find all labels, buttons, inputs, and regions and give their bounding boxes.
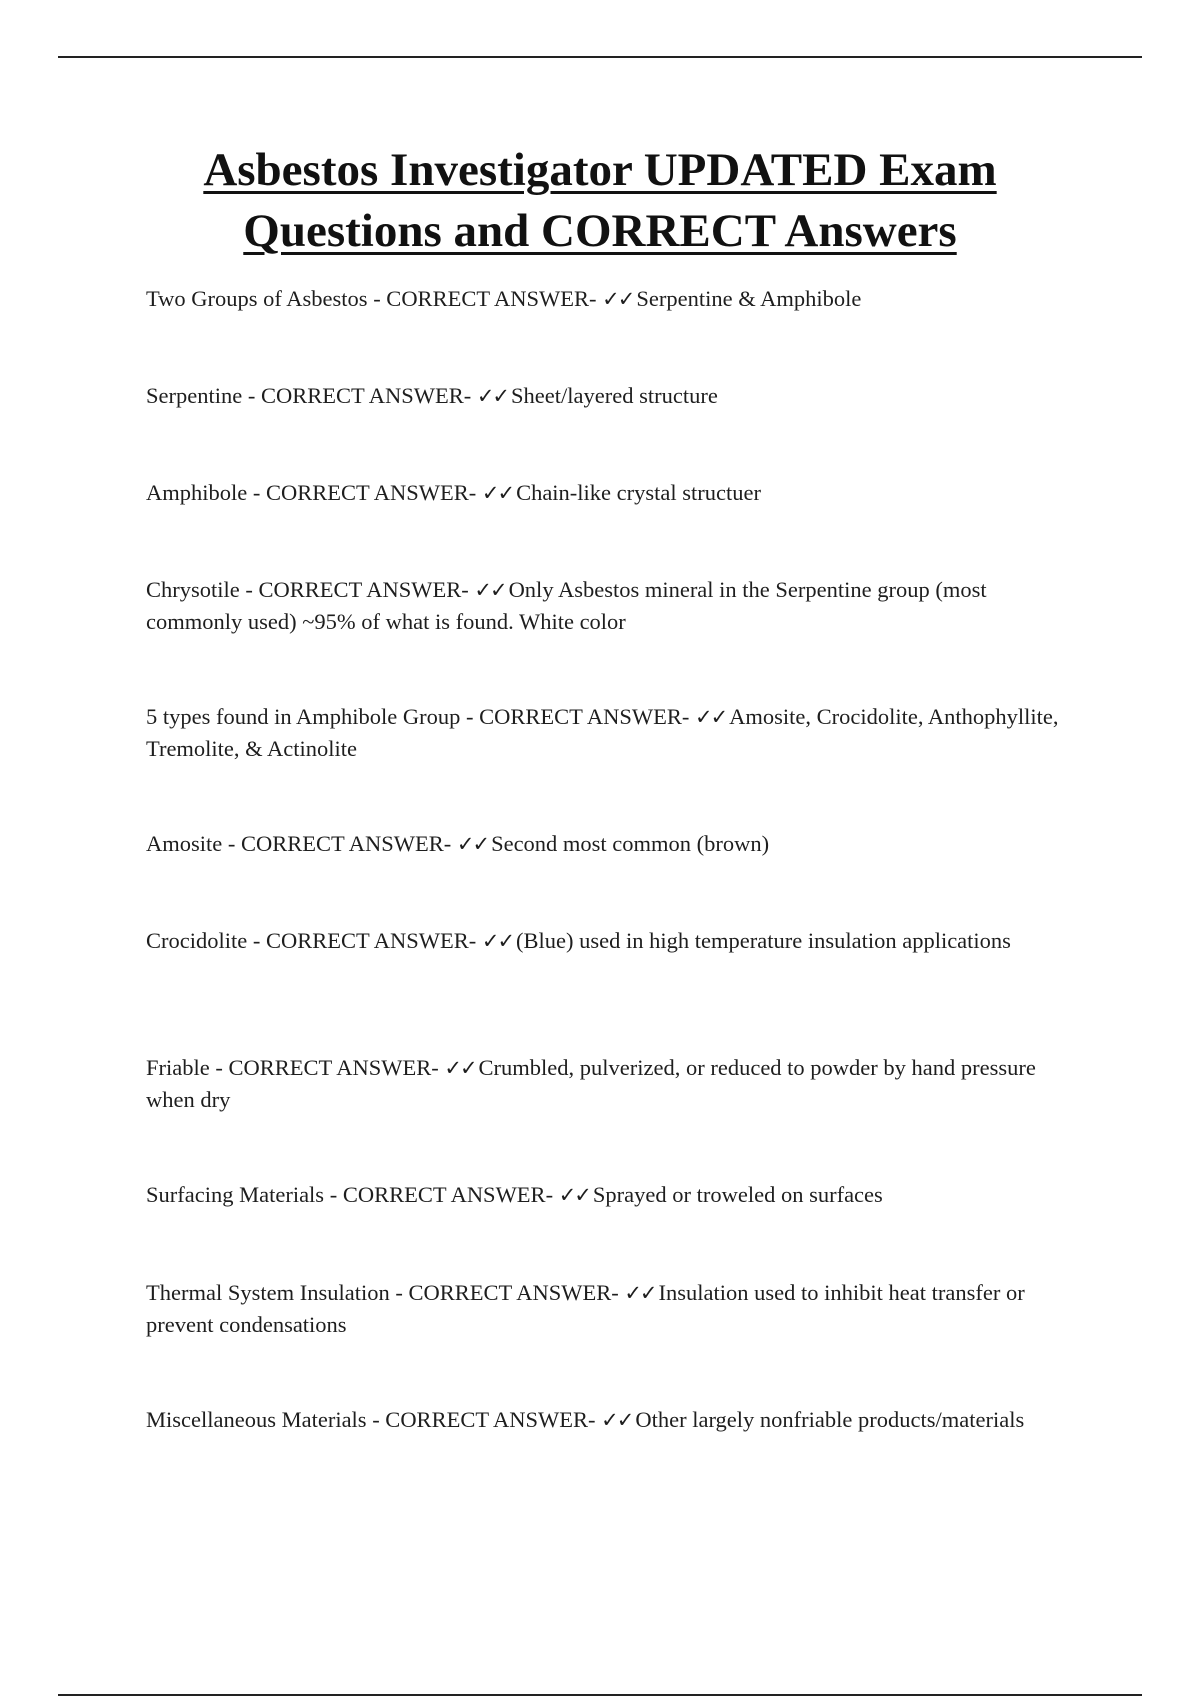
qa-answer: Crumbled, pulverized, or reduced to powder by hand pressure when dry [146, 1055, 1036, 1112]
qa-term: Amphibole [146, 480, 248, 505]
qa-item-surfacing-materials [146, 1179, 1076, 1211]
qa-answer: Sprayed or troweled on surfaces [592, 1182, 883, 1207]
qa-separator: - CORRECT ANSWER- [247, 480, 482, 505]
qa-item-chrysotile [146, 574, 1076, 638]
qa-term: Friable [146, 1055, 210, 1080]
qa-item-amphibole-types [146, 701, 1076, 765]
double-check-icon: ✓✓ [481, 481, 514, 505]
qa-separator: - CORRECT ANSWER- [209, 1055, 445, 1080]
qa-separator: - CORRECT ANSWER- [389, 1280, 625, 1305]
document-title [0, 140, 1200, 262]
bottom-rule [58, 1694, 1142, 1696]
qa-answer: Only Asbestos mineral in the Serpentine group (most commonly used) ~95% of what is found. White color [146, 577, 987, 634]
qa-term: Serpentine [146, 383, 243, 408]
qa-answer: (Blue) used in high temperature insulation applications [516, 928, 1011, 953]
qa-term: Amosite [146, 831, 223, 856]
qa-answer: Second most common (brown) [491, 831, 770, 856]
qa-item-amosite [146, 828, 1076, 860]
qa-answer: Other largely nonfriable products/materials [635, 1407, 1025, 1432]
qa-separator: - CORRECT ANSWER- [367, 286, 603, 311]
qa-term: Thermal System Insulation [146, 1280, 390, 1305]
double-check-icon: ✓✓ [476, 384, 509, 408]
double-check-icon: ✓✓ [474, 578, 506, 602]
qa-separator: - CORRECT ANSWER- [324, 1182, 559, 1207]
qa-item-miscellaneous-materials [146, 1404, 1076, 1436]
qa-answer: Insulation used to inhibit heat transfer or prevent condensations [146, 1280, 1025, 1337]
double-check-icon: ✓✓ [624, 1281, 656, 1305]
qa-answer: Serpentine & Amphibole [636, 286, 862, 311]
qa-term: Miscellaneous Materials [146, 1407, 367, 1432]
qa-item-thermal-system-insulation [146, 1277, 1076, 1341]
qa-item-amphibole [146, 477, 1076, 509]
qa-answer: Sheet/layered structure [511, 383, 718, 408]
qa-term: Chrysotile [146, 577, 240, 602]
double-check-icon: ✓✓ [558, 1183, 590, 1207]
qa-answer: Amosite, Crocidolite, Anthophyllite, Tremolite, & Actinolite [146, 704, 1059, 761]
qa-term: Crocidolite [146, 928, 248, 953]
qa-term: 5 types found in Amphibole Group [146, 704, 461, 729]
qa-separator: - CORRECT ANSWER- [460, 704, 695, 729]
double-check-icon: ✓✓ [602, 287, 634, 311]
double-check-icon: ✓✓ [694, 705, 727, 729]
top-rule [58, 56, 1142, 58]
double-check-icon: ✓✓ [456, 832, 489, 856]
qa-term: Two Groups of Asbestos [146, 286, 368, 311]
qa-term: Surfacing Materials [146, 1182, 325, 1207]
title-line-1: Asbestos Investigator UPDATED Exam [203, 144, 997, 196]
qa-separator: - CORRECT ANSWER- [242, 383, 477, 408]
qa-item-two-groups [146, 283, 1076, 315]
qa-separator: - CORRECT ANSWER- [222, 831, 457, 856]
qa-item-crocidolite [146, 925, 1076, 957]
double-check-icon: ✓✓ [481, 929, 514, 953]
title-line-2: Questions and CORRECT Answers [243, 205, 957, 257]
qa-answer: Chain-like crystal structuer [516, 480, 761, 505]
double-check-icon: ✓✓ [601, 1408, 633, 1432]
qa-separator: - CORRECT ANSWER- [239, 577, 475, 602]
qa-item-serpentine [146, 380, 1076, 412]
double-check-icon: ✓✓ [444, 1056, 476, 1080]
qa-separator: - CORRECT ANSWER- [366, 1407, 602, 1432]
qa-item-friable [146, 1052, 1076, 1116]
qa-separator: - CORRECT ANSWER- [247, 928, 482, 953]
